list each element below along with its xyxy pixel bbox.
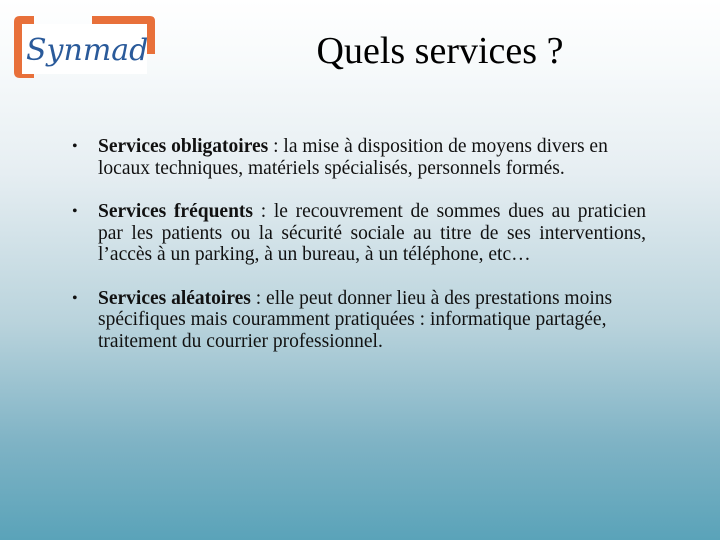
synmad-logo (12, 14, 156, 80)
bullet-text: : le recouvrement de sommes dues au praticien par les patients ou la sécurité sociale au titre de ses interventions, l’accès à un parking, à un bureau, à un téléphone, etc… (98, 201, 646, 265)
bullet-text: : elle peut donner lieu à des prestations moins spécifiques mais couramment pratiquées : informatique partagée, traitement du courrier professionnel. (98, 287, 613, 352)
bullet-marker: • (72, 138, 78, 155)
bullet-item-obligatoires (70, 136, 646, 179)
bullet-marker: • (72, 203, 78, 220)
bullet-item-aleatoires (70, 288, 646, 353)
bullet-term: Services fréquents (98, 201, 253, 222)
bullet-text: : la mise à disposition de moyens divers en locaux techniques, matériels spécialisés, personnels formés. (98, 136, 608, 179)
bullet-term: Services obligatoires (98, 136, 269, 157)
slide-title: Quels services ? (316, 30, 564, 72)
bullet-item-frequents (70, 201, 646, 266)
bullet-list (70, 136, 646, 352)
svg-text:Synmad: Synmad (26, 33, 149, 68)
bullet-marker: • (72, 289, 78, 307)
bullet-term: Services aléatoires (98, 287, 251, 309)
